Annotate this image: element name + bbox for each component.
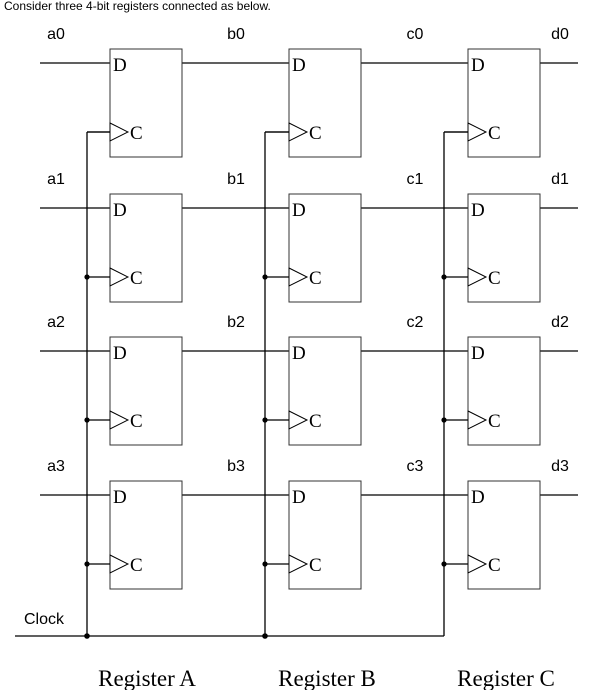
signal-label: b2: [227, 314, 245, 331]
c-pin-label: C: [488, 411, 501, 432]
d-pin-label: D: [471, 55, 485, 76]
signal-label: c3: [406, 458, 424, 475]
d-pin-label: D: [292, 487, 306, 508]
signal-label: a3: [47, 458, 65, 475]
c-pin-label: C: [130, 411, 143, 432]
clock-label: Clock: [24, 611, 65, 628]
c-pin-label: C: [488, 268, 501, 289]
signal-label: c1: [406, 171, 424, 188]
d-pin-label: D: [471, 343, 485, 364]
c-pin-label: C: [309, 411, 322, 432]
d-pin-label: D: [292, 200, 306, 221]
signal-label: a2: [47, 314, 65, 331]
register-label: Register C: [457, 666, 555, 690]
c-pin-label: C: [309, 123, 322, 144]
register-label: Register B: [278, 666, 376, 690]
d-pin-label: D: [113, 343, 127, 364]
d-pin-label: D: [113, 55, 127, 76]
c-pin-label: C: [309, 268, 322, 289]
signal-label: b0: [227, 26, 245, 43]
d-pin-label: D: [292, 55, 306, 76]
c-pin-label: C: [130, 123, 143, 144]
d-pin-label: D: [292, 343, 306, 364]
c-pin-label: C: [488, 555, 501, 576]
signal-label: d1: [551, 171, 569, 188]
signal-label: b3: [227, 458, 245, 475]
signal-label: c0: [406, 26, 424, 43]
c-pin-label: C: [309, 555, 322, 576]
d-pin-label: D: [113, 200, 127, 221]
c-pin-label: C: [488, 123, 501, 144]
c-pin-label: C: [130, 268, 143, 289]
signal-label: a1: [47, 171, 65, 188]
d-pin-label: D: [471, 487, 485, 508]
signal-label: d2: [551, 314, 569, 331]
signal-label: c2: [406, 314, 424, 331]
register-label: Register A: [98, 666, 196, 690]
signal-label: d0: [551, 26, 569, 43]
d-pin-label: D: [471, 200, 485, 221]
caption: Consider three 4-bit registers connected as below.: [4, 0, 271, 13]
junction-dot: [262, 633, 268, 639]
signal-label: a0: [47, 26, 65, 43]
d-pin-label: D: [113, 487, 127, 508]
signal-label: d3: [551, 458, 569, 475]
junction-dot: [84, 633, 90, 639]
c-pin-label: C: [130, 555, 143, 576]
signal-label: b1: [227, 171, 245, 188]
